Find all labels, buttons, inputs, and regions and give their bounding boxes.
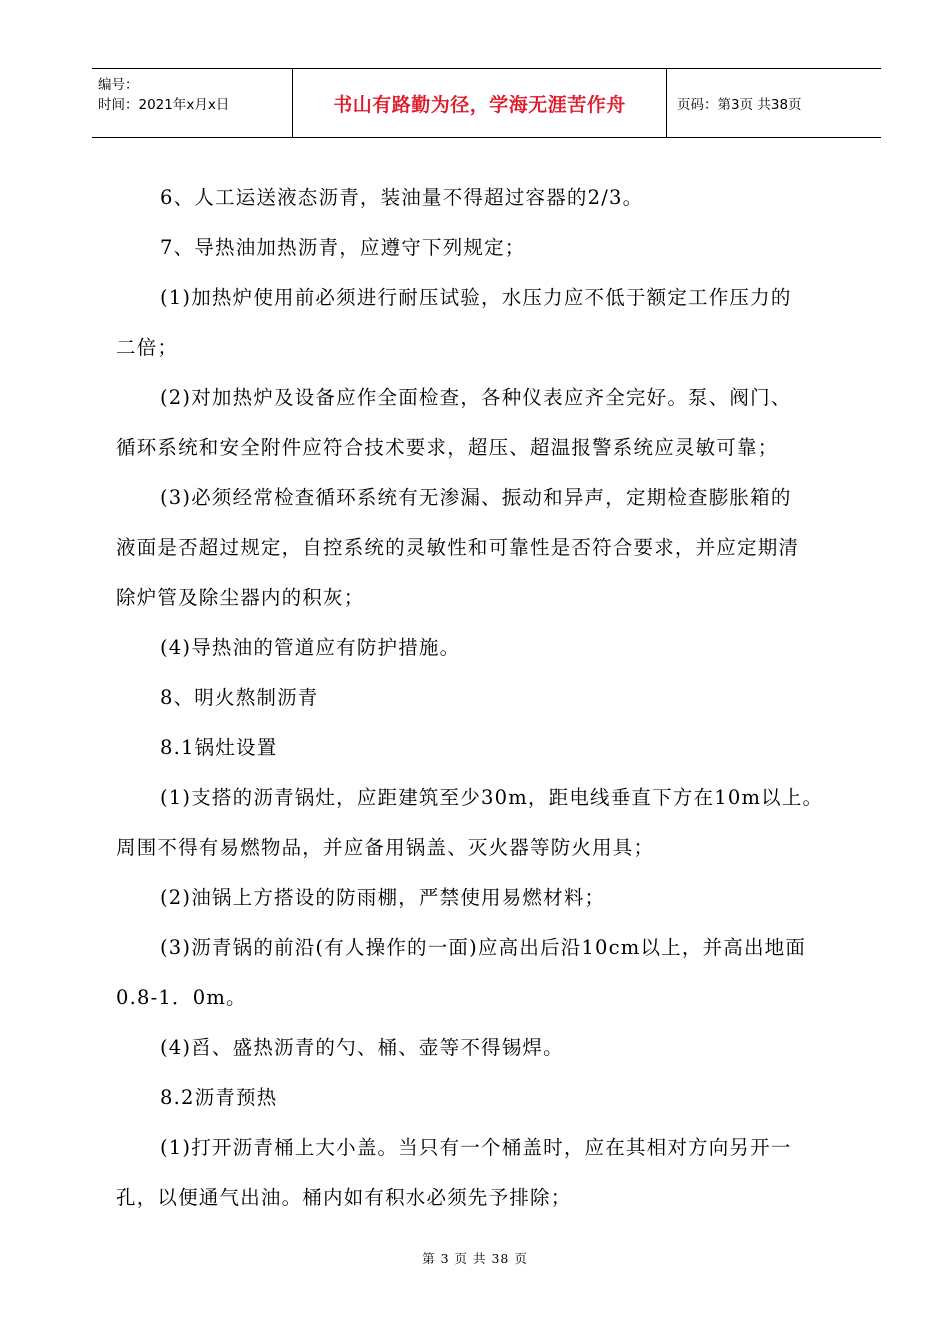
paragraph-line: 6、人工运送液态沥青，装油量不得超过容器的2/3。 <box>160 186 644 209</box>
paragraph-line: (2)油锅上方搭设的防雨棚，严禁使用易燃材料； <box>160 886 606 909</box>
paragraph-line: (1)支搭的沥青锅灶，应距建筑至少30m，距电线垂直下方在10m以上。 <box>160 786 824 809</box>
page-footer: 第 3 页 共 38 页 <box>422 1251 528 1266</box>
paragraph-line: (3)沥青锅的前沿(有人操作的一面)应高出后沿10cm以上，并高出地面 <box>160 936 807 959</box>
paragraph-line: 7、导热油加热沥青，应遵守下列规定； <box>160 236 526 259</box>
paragraph-line: (2)对加热炉及设备应作全面检查，各种仪表应齐全完好。泵、阀门、 <box>160 386 792 409</box>
paragraph-line: (4)导热油的管道应有防护措施。 <box>160 636 461 659</box>
document-time: 时间：2021年x月x日 <box>98 97 230 113</box>
header-meta <box>92 69 293 137</box>
paragraph-line: 液面是否超过规定，自控系统的灵敏性和可靠性是否符合要求，并应定期清 <box>116 536 800 559</box>
paragraph-line: 除炉管及除尘器内的积灰； <box>116 586 365 609</box>
paragraph-line: 孔，以便通气出油。桶内如有积水必须先予排除； <box>116 1186 572 1209</box>
paragraph-line: 二倍； <box>116 336 179 359</box>
document-number-label: 编号： <box>98 77 139 93</box>
subsection-heading: 8.1锅灶设置 <box>160 736 278 759</box>
paragraph-line: (4)舀、盛热沥青的勺、桶、壶等不得锡焊。 <box>160 1036 564 1059</box>
paragraph-line: (3)必须经常检查循环系统有无渗漏、振动和异声，定期检查膨胀箱的 <box>160 486 792 509</box>
paragraph-line: 周围不得有易燃物品，并应备用锅盖、灭火器等防火用具； <box>116 836 655 859</box>
paragraph-line: (1)打开沥青桶上大小盖。当只有一个桶盖时，应在其相对方向另开一 <box>160 1136 792 1159</box>
subsection-heading: 8.2沥青预热 <box>160 1086 278 1109</box>
document-header <box>92 68 881 138</box>
paragraph-line: 循环系统和安全附件应符合技术要求，超压、超温报警系统应灵敏可靠； <box>116 436 779 459</box>
header-page-info: 页码：第3页 共38页 <box>677 97 802 113</box>
paragraph-line: 0.8-1．0m。 <box>116 986 247 1009</box>
section-heading: 8、明火熬制沥青 <box>160 686 319 709</box>
header-motto: 书山有路勤为径，学海无涯苦作舟 <box>293 69 667 137</box>
paragraph-line: (1)加热炉使用前必须进行耐压试验，水压力应不低于额定工作压力的 <box>160 286 792 309</box>
